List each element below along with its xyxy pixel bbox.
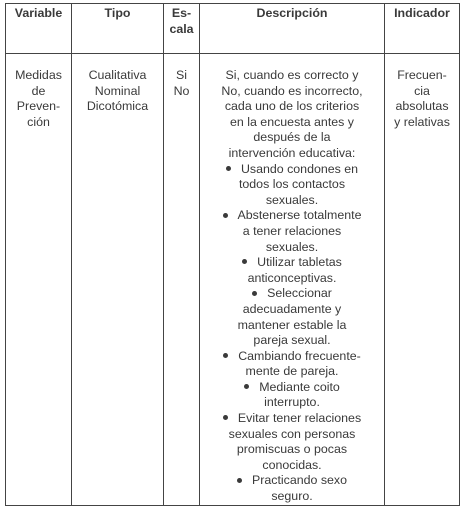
header-indicador: Indicador <box>385 4 460 54</box>
bullet-icon <box>244 384 249 389</box>
bullet-icon <box>237 478 242 483</box>
list-item: Practicando sexo seguro. <box>202 473 382 504</box>
header-variable: Variable <box>6 4 72 54</box>
list-item: Usando condones en todos los contactos sexuales. <box>202 162 382 209</box>
header-escala: Es- cala <box>164 4 200 54</box>
list-item: Abstenerse totalmente a tener relaciones sexuales. <box>202 208 382 255</box>
header-tipo: Tipo <box>72 4 164 54</box>
header-row <box>6 4 460 54</box>
cell-descripcion <box>200 54 385 506</box>
bullet-icon <box>226 166 231 171</box>
cell-indicador: Frecuen- cia absolutas y relativas <box>385 54 460 506</box>
list-item: Utilizar tabletas anticonceptivas. <box>202 255 382 286</box>
list-item: Evitar tener relaciones sexuales con personas promiscuas o pocas conocidas. <box>202 411 382 473</box>
cell-escala: Si No <box>164 54 200 506</box>
bullet-icon <box>223 415 228 420</box>
cell-variable: Medidas de Preven- ción <box>6 54 72 506</box>
bullet-icon <box>242 259 247 264</box>
criteria-list <box>202 162 382 505</box>
bullet-icon <box>252 291 257 296</box>
list-item: Cambiando frecuente- mente de pareja. <box>202 349 382 380</box>
list-item: Seleccionar adecuadamente y mantener estable la pareja sexual. <box>237 286 347 348</box>
descripcion-intro: Si, cuando es correcto y No, cuando es incorrecto, cada uno de los criterios en la encuesta antes y después de la intervención educativa: <box>221 68 363 160</box>
header-descripcion: Descripción <box>200 4 385 54</box>
bullet-icon <box>223 213 228 218</box>
list-item: Mediante coito interrupto. <box>202 380 382 411</box>
variables-table <box>5 3 460 506</box>
cell-tipo: Cualitativa Nominal Dicotómica <box>72 54 164 506</box>
bullet-icon <box>223 353 228 358</box>
table-row <box>6 54 460 506</box>
